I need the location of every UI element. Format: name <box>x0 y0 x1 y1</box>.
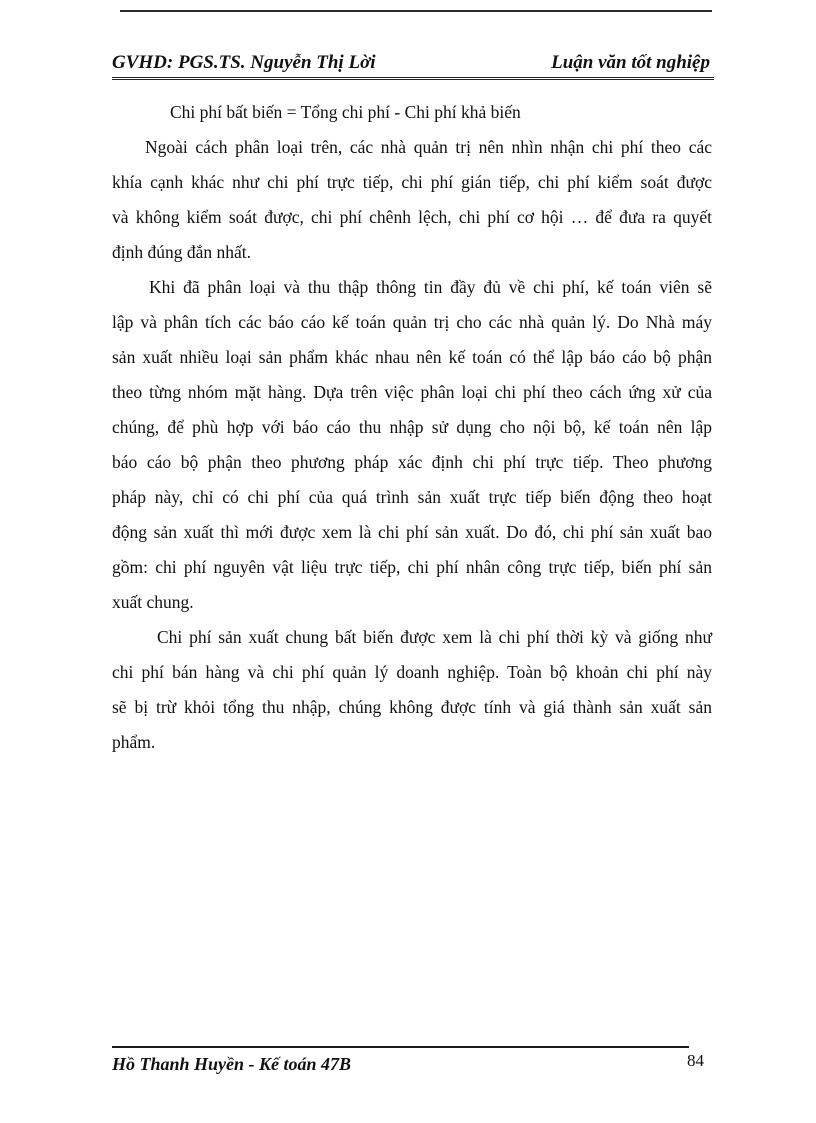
header-advisor: GVHD: PGS.TS. Nguyễn Thị Lời <box>112 52 376 73</box>
paragraph-2-line-7: pháp này, chỉ có chi phí của quá trình sản xuất trực tiếp biến động theo hoạt <box>112 487 712 507</box>
paragraph-2-line-8: động sản xuất thì mới được xem là chi phí sản xuất. Do đó, chi phí sản xuất bao <box>112 522 712 542</box>
paragraph-1-line-1: Ngoài cách phân loại trên, các nhà quản trị nên nhìn nhận chi phí theo các <box>145 137 712 157</box>
paragraph-2-line-1: Khi đã phân loại và thu thập thông tin đầy đủ về chi phí, kế toán viên sẽ <box>149 277 712 297</box>
paragraph-1-line-4: định đúng đắn nhất. <box>112 242 252 262</box>
paragraph-2-line-5: chúng, để phù hợp với báo cáo thu nhập sử dụng cho nội bộ, kế toán nên lập <box>112 417 712 437</box>
header-document-type: Luận văn tốt nghiệp <box>551 52 710 73</box>
paragraph-3-line-2: chi phí bán hàng và chi phí quản lý doanh nghiệp. Toàn bộ khoản chi phí này <box>112 662 712 682</box>
paragraph-2-line-2: lập và phân tích các báo cáo kế toán quản trị cho các nhà quản lý. Do Nhà máy <box>112 312 712 332</box>
page-top-border <box>120 10 712 12</box>
footer-rule <box>112 1046 689 1048</box>
paragraph-2-line-4: theo từng nhóm mặt hàng. Dựa trên việc phân loại chi phí theo cách ứng xử của <box>112 382 712 402</box>
formula-line: Chi phí bất biến = Tổng chi phí - Chi phí khả biến <box>170 102 521 122</box>
footer-author: Hồ Thanh Huyền - Kế toán 47B <box>112 1054 352 1074</box>
paragraph-2-line-9: gồm: chi phí nguyên vật liệu trực tiếp, chi phí nhân công trực tiếp, biến phí sản <box>112 557 712 577</box>
paragraph-2-line-10: xuất chung. <box>112 592 194 612</box>
paragraph-1-line-2: khía cạnh khác như chi phí trực tiếp, chi phí gián tiếp, chi phí kiểm soát được <box>112 172 712 192</box>
paragraph-1-line-3: và không kiểm soát được, chi phí chênh lệch, chi phí cơ hội … để đưa ra quyết <box>112 207 712 227</box>
page-number: 84 <box>687 1051 704 1070</box>
paragraph-3-line-3: sẽ bị trừ khỏi tổng thu nhập, chúng không được tính và giá thành sản xuất sản <box>112 697 712 717</box>
paragraph-2-line-6: báo cáo bộ phận theo phương pháp xác định chi phí trực tiếp. Theo phương <box>112 452 712 472</box>
paragraph-3-line-1: Chi phí sản xuất chung bất biến được xem là chi phí thời kỳ và giống như <box>157 627 712 647</box>
paragraph-2-line-3: sản xuất nhiều loại sản phẩm khác nhau nên kế toán có thể lập báo cáo bộ phận <box>112 347 712 367</box>
paragraph-3-line-4: phẩm. <box>112 732 156 752</box>
header-rule <box>112 77 714 80</box>
page-header <box>112 51 714 81</box>
